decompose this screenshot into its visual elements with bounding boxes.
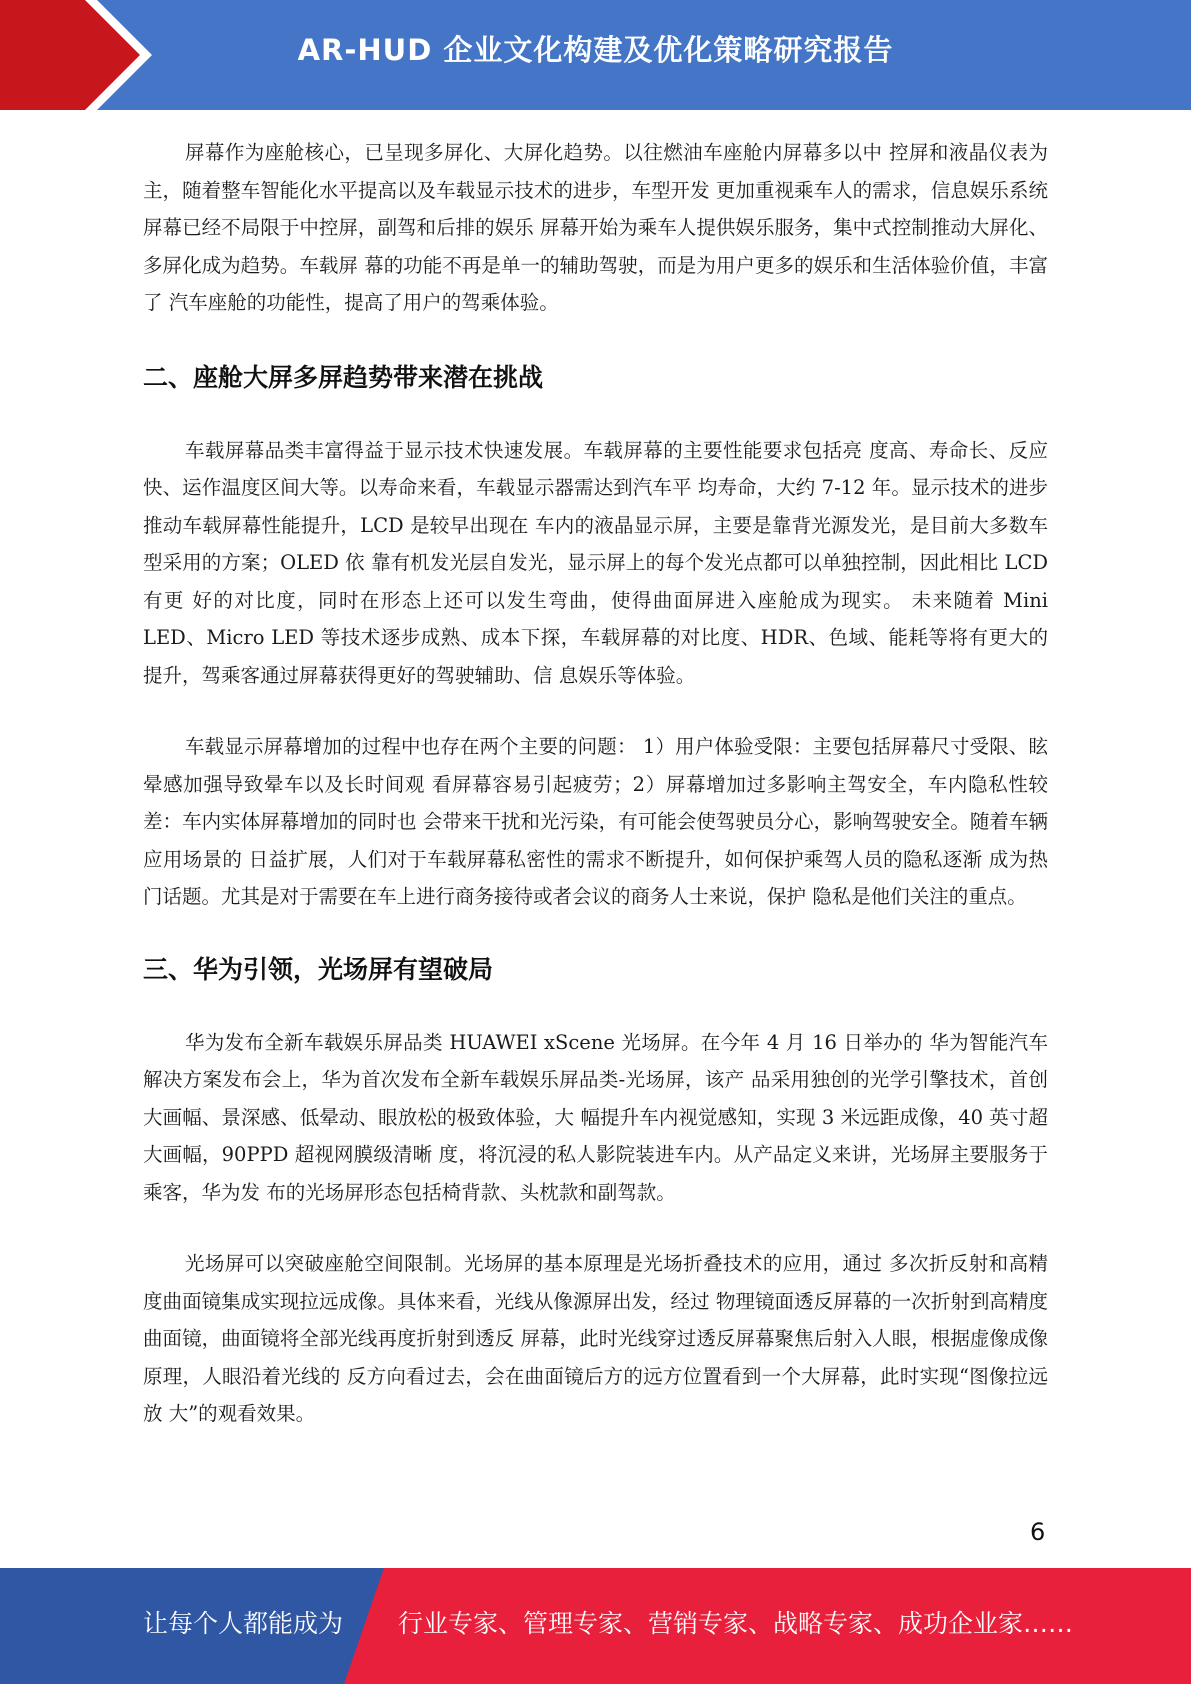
paragraph-light-field-principle: 光场屏可以突破座舱空间限制。光场屏的基本原理是光场折叠技术的应用，通过 多次折反射和高精度曲面镜集成实现拉远成像。具体来看，光线从像源屏出发，经过 物理镜面透反屏幕的一次折射到高精度曲面镜，曲面镜将全部光线再度折射到透反 屏幕，此时光线穿过透反屏幕聚焦后射入人眼，根据虚像成像原理，人眼沿着光线的 反方向看过去，会在曲面镜后方的远方位置看到一个大屏幕，此时实现“图像拉远放 大”的观看效果。 (143, 1252, 1048, 1425)
document-body (143, 134, 1048, 1433)
page-header (0, 0, 1191, 110)
header-title: AR-HUD 企业文化构建及优化策略研究报告 (297, 33, 894, 67)
section-heading-challenges: 二、座舱大屏多屏趋势带来潜在挑战 (143, 362, 544, 392)
paragraph-screen-trend: 屏幕作为座舱核心，已呈现多屏化、大屏化趋势。以往燃油车座舱内屏幕多以中 控屏和液晶仪表为主，随着整车智能化水平提高以及车载显示技术的进步，车型开发 更加重视乘车人的需求，信息娱乐系统屏幕已经不局限于中控屏，副驾和后排的娱乐 屏幕开始为乘车人提供娱乐服务，集中式控制推动大屏化、多屏化成为趋势。车载屏 幕的功能不再是单一的辅助驾驶，而是为用户更多的娱乐和生活体验价值，丰富了 汽车座舱的功能性，提高了用户的驾乘体验。 (143, 141, 1048, 314)
page-number: 6 (1030, 1518, 1046, 1546)
paragraph-huawei-launch: 华为发布全新车载娱乐屏品类 HUAWEI xScene 光场屏。在今年 4 月 16 日举办的 华为智能汽车解决方案发布会上，华为首次发布全新车载娱乐屏品类-光场屏，该产 品采用独创的光学引擎技术，首创大画幅、景深感、低晕动、眼放松的极致体验，大 幅提升车内视觉感知，实现 3 米远距成像，40 英寸超大画幅，90PPD 超视网膜级清晰 度，将沉浸的私人影院装进车内。从产品定义来讲，光场屏主要服务于乘客，华为发 布的光场屏形态包括椅背款、头枕款和副驾款。 (143, 1030, 1048, 1204)
section-heading-huawei: 三、华为引领，光场屏有望破局 (143, 954, 494, 984)
footer-slogan-right: 行业专家、管理专家、营销专家、战略专家、成功企业家…… (398, 1609, 1074, 1638)
page-footer (0, 1568, 1191, 1684)
footer-slogan-left: 让每个人都能成为 (143, 1609, 344, 1638)
paragraph-problems: 车载显示屏幕增加的过程中也存在两个主要的问题： 1）用户体验受限：主要包括屏幕尺寸受限、眩晕感加强导致晕车以及长时间观 看屏幕容易引起疲劳；2）屏幕增加过多影响主驾安全，车内隐私性较差：车内实体屏幕增加的同时也 会带来干扰和光污染，有可能会使驾驶员分心，影响驾驶安全。随着车辆应用场景的 日益扩展，人们对于车载屏幕私密性的需求不断提升，如何保护乘驾人员的隐私逐渐 成为热门话题。尤其是对于需要在车上进行商务接待或者会议的商务人士来说，保护 隐私是他们关注的重点。 (143, 735, 1048, 908)
paragraph-display-tech: 车载屏幕品类丰富得益于显示技术快速发展。车载屏幕的主要性能要求包括亮 度高、寿命长、反应快、运作温度区间大等。以寿命来看，车载显示器需达到汽车平 均寿命，大约 7-12 年。显示技术的进步推动车载屏幕性能提升，LCD 是较早出现在 车内的液晶显示屏，主要是靠背光源发光，是目前大多数车型采用的方案；OLED 依 靠有机发光层自发光，显示屏上的每个发光点都可以单独控制，因此相比 LCD 有更 好的对比度，同时在形态上还可以发生弯曲，使得曲面屏进入座舱成为现实。 未来随着 Mini LED、Micro LED 等技术逐步成熟、成本下探，车载屏幕的对比度、HDR、色域、能耗等将有更大的提升，驾乘客通过屏幕获得更好的驾驶辅助、信 息娱乐等体验。 (143, 438, 1048, 687)
